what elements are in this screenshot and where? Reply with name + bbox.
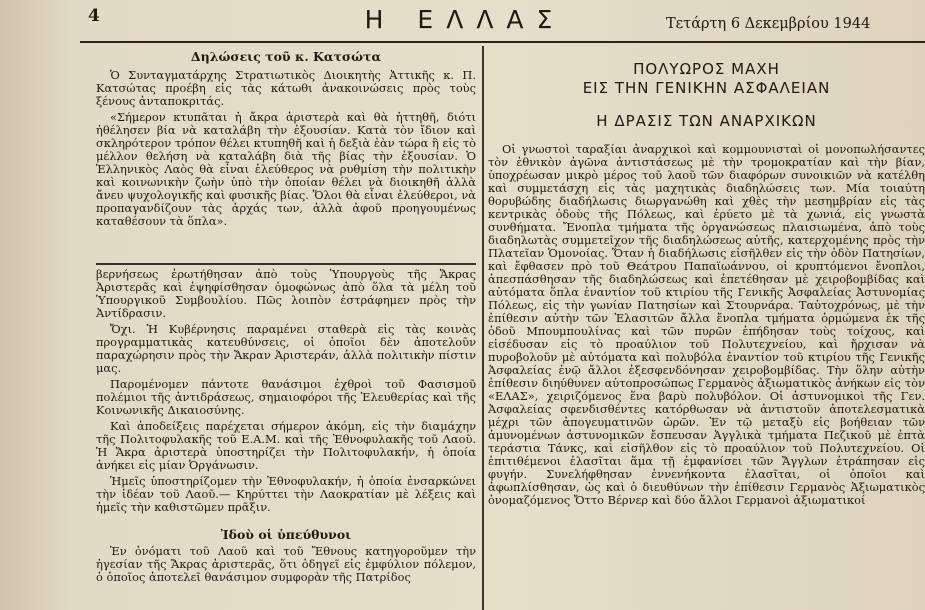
- article-paragraph: Καὶ ἀποδείξεις παρέχεται σήμερον ἀκόμη, εἰς τὴν διαμάχην τῆς Πολιτοφυλακῆς τοῦ Ε.Α.Μ. καὶ τῆς Ἐθνοφυλακῆς τοῦ Λαοῦ. Ἡ Ἄκρα ἀριστερὰ ὑποστηρίζει τὴν Πολιτοφυλακήν, ἡ ὁποία ἀνήκει εἰς μίαν Ὀργάνωσιν.: [96, 419, 476, 472]
- column-divider: [482, 46, 484, 610]
- article-title: Δηλώσεις τοῦ κ. Κατσώτα: [190, 49, 382, 64]
- article-police-battle: [488, 60, 925, 507]
- article-paragraph: Ὁ Συνταγματάρχης Στρατιωτικὸς Διοικητὴς Ἀττικῆς κ. Π. Κατσώτας προέβη εἰς τὰς κάτωθι ἀνακοινώσεις πρὸς τοὺς ξένους ἀνταποκριτάς.: [96, 68, 476, 108]
- masthead-rule: [80, 41, 925, 43]
- article-responsible: [96, 528, 476, 587]
- article-paragraph: «Σήμερον κτυπᾶται ἡ ἄκρα ἀριστερὰ καὶ θὰ ἡττηθῆ, διότι ἠθέλησεν βία νὰ καταλάβη τὴν ἐξουσίαν. Κατὰ τὸν ἴδιον καὶ σκληρότερον τρόπον θέλει κτυπηθῆ καὶ ἡ δεξιὰ ἐὰν τώρα ἢ εἰς τὸ μέλλον θελήση νὰ καταλάβη διὰ τῆς βίας τὴν ἐξουσίαν. Ὁ Ἑλληνικὸς Λαὸς θὰ εἶναι ἐλεύθερος νὰ ρυθμίση τὴν πολιτικὴν καὶ κοινωνικὴν ζωὴν ὑπὸ τὴν ὁποίαν θέλει νὰ διοικηθῆ ἀλλὰ ἄνευ ψυχολογικῆς καὶ φυσικῆς βίας. Ὅλοι θὰ εἶναι ἐλεύθεροι, νὰ προπαγανδίζουν τὰς ἀρχάς των, ἀλλὰ ἀφοῦ προηγουμένως καταθέσουν τὰ ὅπλα».: [96, 110, 476, 228]
- article-paragraph: βερνήσεως ἐρωτήθησαν ἀπὸ τοὺς Ὑπουργοὺς τῆς Ἄκρας Ἀριστερᾶς καὶ ἐψηφίσθησαν ὁμοφώνως ἀπὸ ὅλα τὰ μέλη τοῦ Ὑπουργικοῦ Συμβουλίου. Πῶς λοιπὸν ἐστράφημεν πρὸς τὴν Ἀντίδρασιν.: [96, 267, 476, 320]
- subheadline: Η ΔΡΑΣΙΣ ΤΩΝ ΑΝΑΡΧΙΚΩΝ: [596, 112, 817, 130]
- article-katsotas: [96, 50, 476, 231]
- headline-line-1: ΠΟΛΥΩΡΟΣ ΜΑΧΗ: [633, 60, 780, 78]
- article-paragraph: Ἡμεῖς ὑποστηρίζομεν τὴν Ἐθνοφυλακήν, ἡ ὁποία ἐνσαρκώνει τὴν ἰδέαν τοῦ Λαοῦ.— Κηρύττει τὴν Λαοκρατίαν μὲ λέξεις καὶ ἡμεῖς τὴν καθιστῶμεν πρᾶξιν.: [96, 474, 476, 514]
- headline-line-2: ΕΙΣ ΤΗΝ ΓΕΝΙΚΗΝ ΑΣΦΑΛΕΙΑΝ: [582, 79, 831, 97]
- article-government: [96, 268, 476, 517]
- article-body: Οἱ γνωστοὶ ταραξίαι ἀναρχικοὶ καὶ κομμουνισταὶ οἱ μονοπωλήσαντες τὸν ἐθνικὸν ἀγῶνα ἀντιστάσεως μὲ τὴν τρομοκρατίαν καὶ τὴν βίαν, ὑποχρέωσαν μικρὸ μέρος τοῦ λαοῦ τῶν διαφόρων συνοικιῶν νὰ κατέλθη καὶ συμμετάσχη εἰς τὰς μαχητικὰς διαδηλώσεις των. Μία τοιαύτη θορυβώδης διαδήλωσις διωργανώθη καὶ χθὲς τὴν μεσημβρίαν εἰς τὰς κεντρικὰς ὁδοὺς τῆς Πόλεως, καὶ ἐρύετο μὲ τὰ χωνιά, εἰς γνωστὰ συνθήματα. Ἔνοπλα τμήματα τῆς ὀργανώσεως πλαισιωμένα, ἀπὸ τοὺς διαδηλωτὰς συμμετεῖχον τῆς διαδηλώσεως αὐτῆς, κατερχομένης πρὸς τὴν Πλατεῖαν Ὁμονοίας. Ὅταν ἡ διαδήλωσις εἰσῆλθεν εἰς τὴν ὁδὸν Πατησίων, καὶ ἔφθασεν πρὸ τοῦ Θεάτρου Παπαϊωάννου, οἱ κρυπτόμενοι ἔνοπλοι, ἀπεσπάσθησαν τῆς διαδηλώσεως καὶ ἐπετέθησαν μὲ χειροβομβίδας καὶ αὐτόματα ὅπλα ἐναντίον τοῦ κτιρίου τῆς Γενικῆς Ἀσφαλείας Ἀστυνομίας Πόλεως, εἰς τὴν γωνίαν Πατησίων καὶ Στουρνάρα. Ταὐτοχρόνως, μὲ τὴν ἐπίθεσιν αὐτὴν τῶν Ἐλασιτῶν ἄλλα ἔνοπλα τμήματα ὁρμώμενα ἐκ τῆς ὁδοῦ Μπουμπουλίνας καὶ τῶν πυρῶν ἐπήδησαν τοὺς τοίχους, καὶ εἰσέδυσαν εἰς τὸ προαύλιον τοῦ Πολυτεχνείου, καὶ ἤρχισαν νὰ πυροβολοῦν μὲ αὐτόματα καὶ πολυβόλα ἐναντίον τοῦ κτιρίου τῆς Γενικῆς Ἀσφαλείας ἐνῷ ἄλλοι ἐξεσφενδόνησαν χειροβομβίδας. Τὴν ὅλην αὐτὴν ἐπίθεσιν διηύθυνεν αὐτοπροσώπως Γερμανὸς ἀξιωματικὸς ἀνήκων εἰς τὸν «ΕΛΑΣ», χειριζόμενος ἕνα βαρὺ πολυβόλον. Οἱ ἀστυνομικοὶ τῆς Γεν. Ἀσφαλείας σφενδισθέντες κατόρθωσαν νὰ ἀντιστοῦν ἀποτελεσματικὰ μέχρι τῶν ἀπογευματινῶν ὡρῶν. Ἐν τῷ μεταξὺ εἰς βοήθειαν τῶν ἀμυνομένων ἀστυνομικῶν ἔσπευσαν Ἀγγλικὰ τμήματα Πεζικοῦ μὲ ἐπτὰ τεράστια Τάνκς, καὶ εἰσῆλθον εἰς τὸ προαύλιον τοῦ Πολυτεχνείου. Οἱ ἐπιτιθέμενοι ἐλασῖται ἅμα τῇ ἐμφανίσει τῶν Ἄγγλων ἐτράπησαν εἰς φυγήν. Συνελήφθησαν ἐννενήκοντα ἐλασῖται, οἱ ὁποῖοι καὶ ἀφωπλίσθησαν, ὡς καὶ ὁ διευθύνων τὴν ἐπίθεσιν Γερμανὸς Ἀξιωματικὸς ὀνομαζόμενος Ὄττο Βέρνερ καὶ δύο ἄλλοι Γερμανοὶ ἀξιωματικοί: [488, 142, 925, 507]
- masthead-title: Η ΕΛΛΑΣ: [364, 5, 566, 34]
- article-subtitle: Ἰδοὺ οἱ ὑπεύθυνοι: [220, 527, 352, 542]
- issue-date: Τετάρτη 6 Δεκεμβρίου 1944: [666, 16, 871, 32]
- article-separator: [96, 263, 476, 265]
- article-paragraph: Ὄχι. Ἡ Κυβέρνησις παραμένει σταθερὰ εἰς τὰς κοινὰς προγραμματικὰς κατευθύνσεις, οἱ ὁποῖοι δὲν ἀποτελοῦν παραχώρησιν πρὸς τὴν Ἄκραν Ἀριστεράν, ἀλλὰ πολιτικὴν πίστιν μας.: [96, 322, 476, 375]
- article-paragraph: Ἐν ὀνόματι τοῦ Λαοῦ καὶ τοῦ Ἔθνους κατηγοροῦμεν τὴν ἡγεσίαν τῆς Ἄκρας ἀριστερᾶς, ὅτι ὁδηγεῖ εἰς ἐμφύλιον πόλεμον, ὁ ὁποῖος ἀποτελεῖ θανάσιμον συμφορὰν τῆς Πατρίδος: [96, 544, 476, 584]
- page-number: 4: [88, 6, 100, 26]
- article-paragraph: Παρομένομεν πάντοτε θανάσιμοι ἐχθροὶ τοῦ Φασισμοῦ πολέμιοι τῆς ἀντιδράσεως, σημαιοφόροι τῆς Ἐλευθερίας καὶ τῆς Κοινωνικῆς Δικαιοσύνης.: [96, 377, 476, 417]
